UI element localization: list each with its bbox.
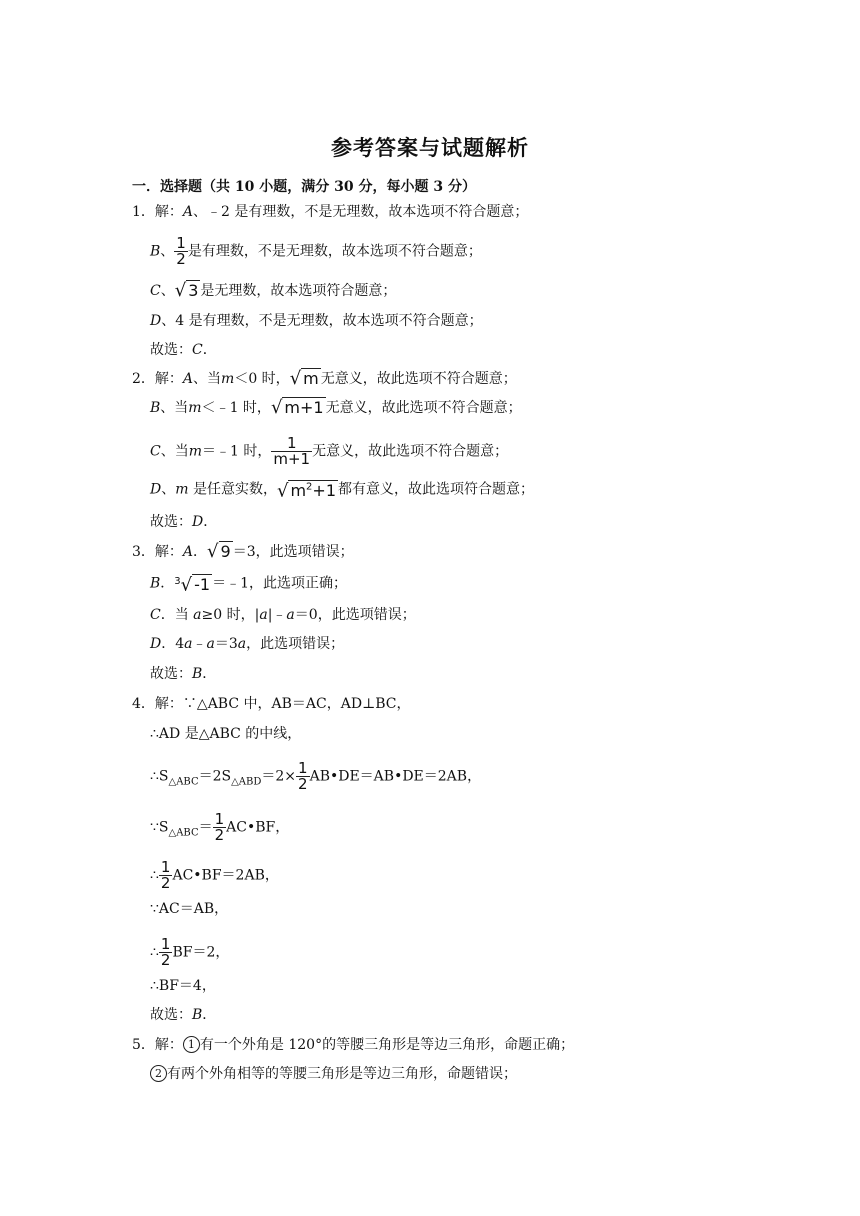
fraction: $\frac{1}{2}$ <box>160 858 171 892</box>
fraction: $\frac{1}{m+1}$ <box>273 434 311 468</box>
q3-answer: 故选：B． <box>150 666 217 682</box>
q4-line-6: ∵AC＝AB， <box>150 901 229 917</box>
cube-root: $^3$√ -1 <box>174 574 211 596</box>
fraction: $\frac{1}{2}$ <box>298 759 308 793</box>
q4-line-7: ∴ $\frac{1}{2}$ BF＝2， <box>150 935 230 969</box>
q3-line-d: D．4a﹣a＝3a，此选项错误； <box>150 636 345 652</box>
square-root: √ m+1 <box>270 397 324 418</box>
q5-line-2: 2 有两个外角相等的等腰三角形是等边三角形，命题错误； <box>150 1064 517 1084</box>
circled-number: 1 <box>183 1036 200 1053</box>
q1-line-c: C、√ 3 是无理数，故本选项符合题意； <box>150 280 397 301</box>
q4-line-8: ∴BF＝4， <box>150 978 216 994</box>
square-root: √ m <box>289 368 319 389</box>
q4-answer: 故选：B． <box>150 1007 217 1023</box>
q4-line-3: $\therefore S_{\triangle ABC}=2S_{\triangle ABD}=2\times$ $\frac{1}{2}$ AB•DE＝AB•DE＝2AB， <box>150 759 482 793</box>
square-root: √ 9 <box>207 541 231 562</box>
fraction: $\frac{1}{2}$ <box>160 935 171 969</box>
q4-line-2: ∴AD 是△ABC 的中线， <box>150 726 302 742</box>
q4-line-4: $\because S_{\triangle ABC}=$ $\frac{1}{2}$ AC•BF， <box>150 810 290 844</box>
page-title: 参考答案与试题解析 <box>331 135 529 160</box>
q3-line-b: B．$^3$√ -1 ＝﹣1，此选项正确； <box>150 574 348 596</box>
square-root: √ 3 <box>174 280 199 301</box>
q1-line-b: B、 $\frac{1}{2}$ 是有理数，不是无理数，故本选项不符合题意； <box>150 234 482 268</box>
section-heading: 一．选择题（共 10 小题，满分 30 分，每小题 3 分） <box>132 179 476 195</box>
q1-line-a: 1．解：A、﹣2 是有理数，不是无理数，故本选项不符合题意； <box>132 204 529 220</box>
q2-line-d: D、m 是任意实数，√ $m^2+1$ 都有意义，故此选项符合题意； <box>150 480 535 502</box>
circled-number: 2 <box>150 1065 167 1082</box>
q1-line-d: D、4 是有理数，不是无理数，故本选项不符合题意； <box>150 313 483 329</box>
square-root: √ $m^2+1$ <box>276 480 337 502</box>
q3-line-c: C．当 a≥0 时，|a|﹣a＝0，此选项错误； <box>150 607 416 623</box>
q1-answer: 故选：C． <box>150 342 217 358</box>
fraction: $\frac{1}{2}$ <box>176 234 186 268</box>
q4-line-5: ∴ $\frac{1}{2}$ AC•BF＝2AB， <box>150 858 279 892</box>
q2-line-b: B、当m＜﹣1 时，√ m+1 无意义，故此选项不符合题意； <box>150 397 522 418</box>
q3-line-a: 3．解：A．√ 9 ＝3，此选项错误； <box>132 541 354 562</box>
q2-answer: 故选：D． <box>150 514 218 530</box>
fraction: $\frac{1}{2}$ <box>214 810 225 844</box>
q2-line-c: C、当m＝﹣1 时， $\frac{1}{m+1}$ 无意义，故此选项不符合题意； <box>150 434 509 468</box>
q5-line-1: 5．解： 1 有一个外角是 120°的等腰三角形是等边三角形，命题正确； <box>132 1037 575 1053</box>
q4-line-1: 4．解：∵△ABC 中，AB＝AC，AD⊥BC， <box>132 696 411 712</box>
q2-line-a: 2．解：A、当m＜0 时，√ m 无意义，故此选项不符合题意； <box>132 368 517 389</box>
